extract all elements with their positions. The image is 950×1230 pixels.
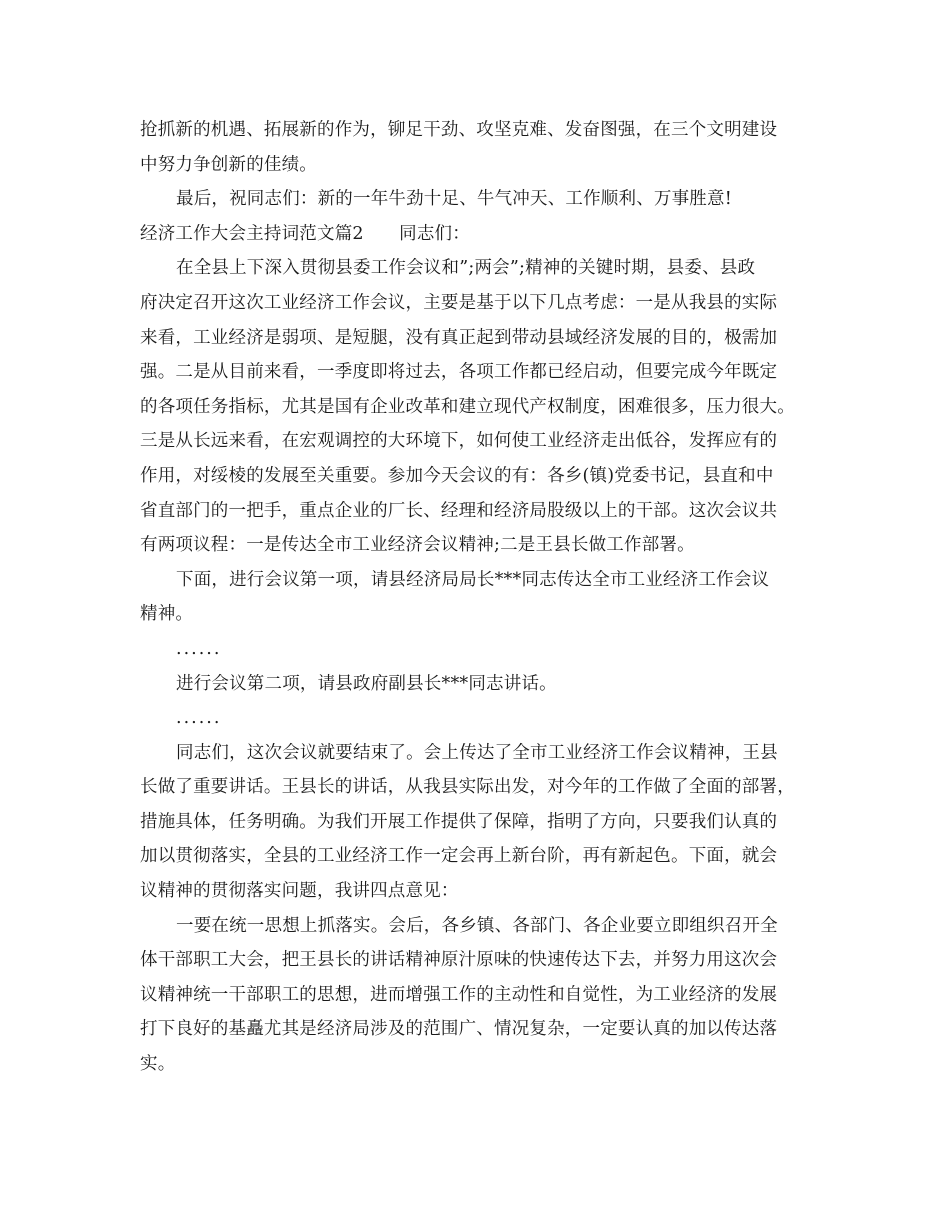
text-line: 实。 xyxy=(140,1054,176,1075)
text-line: 进行会议第二项，请县政府副县长***同志讲话。 xyxy=(176,673,557,694)
text-line: 长做了重要讲话。王县长的讲话，从我县实际出发，对今年的工作做了全面的部署， xyxy=(140,777,795,798)
ellipsis-line: ...... xyxy=(176,708,222,729)
text-line: 来看，工业经济是弱项、是短腿，没有真正起到带动县域经济发展的目的，极需加 xyxy=(140,327,778,348)
text-line: 一要在统一思想上抓落实。会后，各乡镇、各部门、各企业要立即组织召开全 xyxy=(176,915,778,936)
text-line: 下面，进行会议第一项，请县经济局局长***同志传达全市工业经济工作会议 xyxy=(176,569,770,590)
text-line: 三是从长远来看，在宏观调控的大环境下，如何使工业经济走出低谷，发挥应有的 xyxy=(140,431,778,452)
text-line: 省直部门的一把手，重点企业的厂长、经理和经济局股级以上的干部。这次会议共 xyxy=(140,500,778,521)
text-line: 体干部职工大会，把王县长的讲话精神原汁原味的快速传达下去，并努力用这次会 xyxy=(140,950,778,971)
text-line: 府决定召开这次工业经济工作会议，主要是基于以下几点考虑：一是从我县的实际 xyxy=(140,292,778,313)
text-line: 措施具体，任务明确。为我们开展工作提供了保障，指明了方向，只要我们认真的 xyxy=(140,811,778,832)
document-body xyxy=(140,113,830,1082)
text-line: 经济工作大会主持词范文篇2 同志们： xyxy=(140,223,470,244)
text-line: 中努力争创新的佳绩。 xyxy=(140,154,317,175)
text-line: 在全县上下深入贯彻县委工作会议和”;两会”;精神的关键时期，县委、县政 xyxy=(176,258,756,279)
text-line: 同志们，这次会议就要结束了。会上传达了全市工业经济工作会议精神，王县 xyxy=(176,742,778,763)
text-line: 最后，祝同志们：新的一年牛劲十足、牛气冲天、工作顺利、万事胜意! xyxy=(176,189,732,210)
text-line: 议精神的贯彻落实问题，我讲四点意见： xyxy=(140,881,459,902)
text-line: 强。二是从目前来看，一季度即将过去，各项工作都已经启动，但要完成今年既定 xyxy=(140,362,778,383)
text-line: 抢抓新的机遇、拓展新的作为，铆足干劲、攻坚克难、发奋图强，在三个文明建设 xyxy=(140,120,778,140)
text-line: 精神。 xyxy=(140,604,194,625)
text-line: 有两项议程：一是传达全市工业经济会议精神;二是王县长做工作部署。 xyxy=(140,535,695,556)
ellipsis-line: ...... xyxy=(176,638,222,659)
text-line: 议精神统一干部职工的思想，进而增强工作的主动性和自觉性，为工业经济的发展 xyxy=(140,984,778,1005)
text-line: 的各项任务指标，尤其是国有企业改革和建立现代产权制度，困难很多，压力很大。 xyxy=(140,396,795,417)
text-line: 作用，对绥棱的发展至关重要。参加今天会议的有：各乡(镇)党委书记，县直和中 xyxy=(140,465,774,486)
text-line: 打下良好的基矗尤其是经济局涉及的范围广、情况复杂，一定要认真的加以传达落 xyxy=(140,1019,778,1040)
text-line: 加以贯彻落实，全县的工业经济工作一定会再上新台阶，再有新起色。下面，就会 xyxy=(140,846,778,867)
